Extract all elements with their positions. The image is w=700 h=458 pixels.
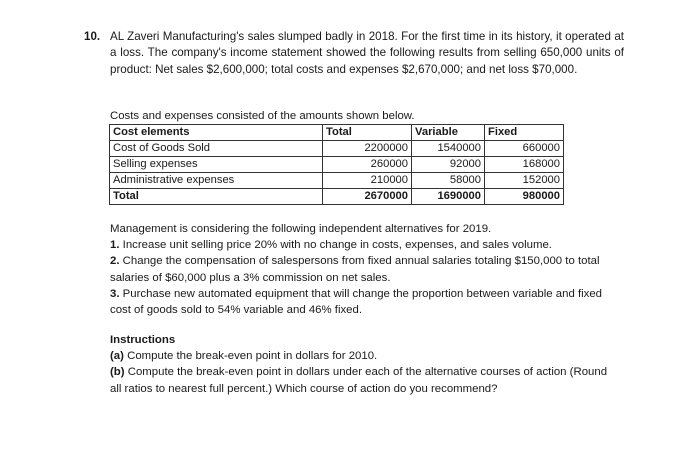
instructions-heading: Instructions <box>110 334 176 346</box>
management-alternatives <box>110 221 610 318</box>
row-fixed: 660000 <box>485 141 564 157</box>
row-label: Cost of Goods Sold <box>110 141 323 157</box>
instruction-text: Compute the break-even point in dollars under each of the alternative courses of action (Round all ratios to nearest full percent.) Which course of action do you recommend? <box>110 366 608 395</box>
row-variable: 92000 <box>412 157 485 173</box>
header-fixed: Fixed <box>485 125 564 141</box>
alternative-text: Purchase new automated equipment that will change the proportion between variable and fixed cost of goods sold to 54% variable and 46% fixed. <box>110 287 603 317</box>
alternative-text: Increase unit selling price 20% with no change in costs, expenses, and sales volume. <box>122 239 552 252</box>
alternative-number: 2. <box>110 255 120 268</box>
row-fixed: 152000 <box>485 173 564 189</box>
table-row <box>110 141 564 157</box>
management-intro: Management is considering the following independent alternatives for 2019. <box>110 223 492 235</box>
table-header-row <box>110 125 564 141</box>
row-label: Administrative expenses <box>110 173 323 189</box>
header-total: Total <box>323 125 412 141</box>
cost-table <box>109 124 564 205</box>
alternative-text: Change the compensation of salespersons from fixed annual salaries totaling $150,000 to total salaries of $60,000 plus a 3% commission on net sales. <box>110 255 600 284</box>
row-variable: 58000 <box>412 173 485 189</box>
header-cost-elements: Cost elements <box>110 125 323 141</box>
table-row <box>110 173 564 189</box>
instruction-item <box>110 348 610 364</box>
problem-number: 10. <box>84 30 101 43</box>
table-total-row <box>110 189 564 205</box>
alternative-item <box>110 286 610 318</box>
row-fixed: 168000 <box>485 157 564 173</box>
table-intro: Costs and expenses consisted of the amounts shown below. <box>110 110 415 122</box>
row-total: 260000 <box>323 157 412 173</box>
row-total: 2200000 <box>323 141 412 157</box>
total-variable: 1690000 <box>412 189 485 205</box>
instruction-label: (b) <box>110 366 125 379</box>
total-fixed: 980000 <box>485 189 564 205</box>
instruction-label: (a) <box>110 350 124 363</box>
total-total: 2670000 <box>323 189 412 205</box>
total-label: Total <box>110 189 323 205</box>
alternative-number: 3. <box>110 287 120 300</box>
table-row <box>110 157 564 173</box>
row-label: Selling expenses <box>110 157 323 173</box>
alternative-number: 1. <box>110 239 120 252</box>
instructions <box>110 332 610 397</box>
instruction-item <box>110 364 610 396</box>
alternative-item <box>110 253 610 285</box>
instruction-text: Compute the break-even point in dollars for 2010. <box>127 350 378 363</box>
row-total: 210000 <box>323 173 412 189</box>
header-variable: Variable <box>412 125 485 141</box>
alternative-item <box>110 237 610 253</box>
problem-statement <box>84 29 624 78</box>
row-variable: 1540000 <box>412 141 485 157</box>
problem-text: AL Zaveri Manufacturing's sales slumped badly in 2018. For the first time in its history, it operated at a loss. The company's income statement showed the following results from selling 650,000 units of product: Net sales $2,600,000; total costs and expenses $2,670,000; and net loss $70,000. <box>110 30 624 76</box>
